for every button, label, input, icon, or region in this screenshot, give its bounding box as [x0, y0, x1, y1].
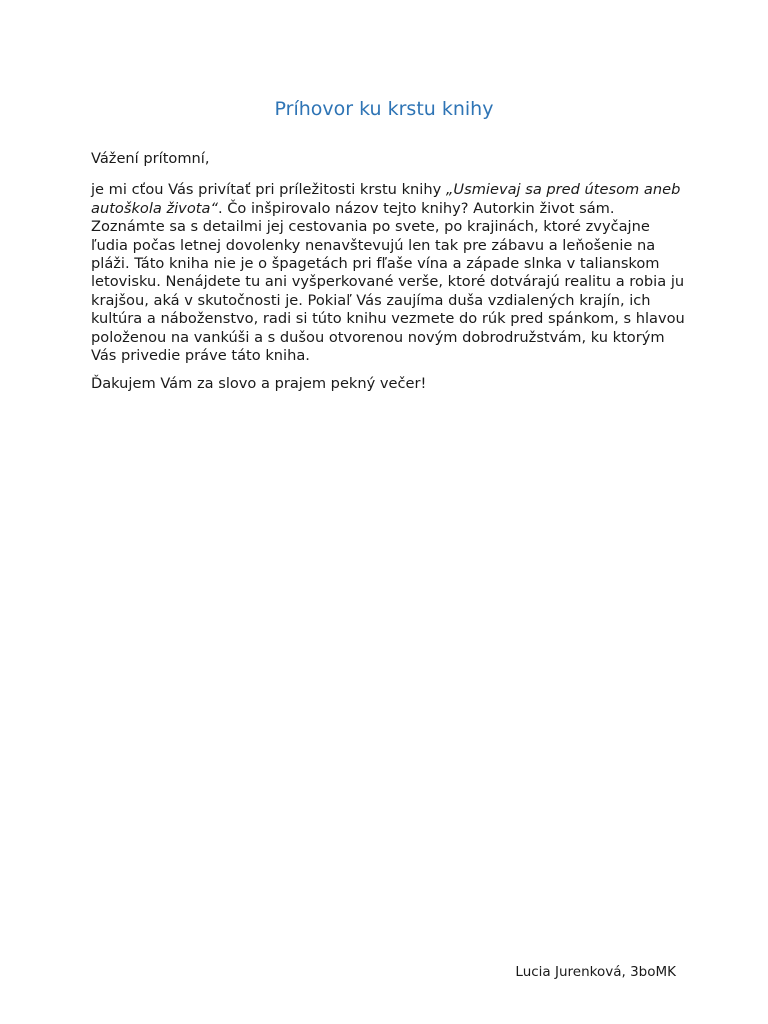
paragraph-intro: je mi cťou Vás privítať pri príležitosti krstu knihy [91, 181, 446, 199]
paragraph-rest: . Čo inšpirovalo názov tejto knihy? Autorkin život sám. Zoznámte sa s detailmi jej cestovania po svete, po krajinách, ktoré zvyčajne ľudia počas letnej dovolenky nenavštevujú len tak pre zábavu a leňošenie na pláži. Táto kniha nie je o špagetách pri fľaše vína a západe slnka v talianskom letovisku. Nenájdete tu ani vyšperkované verše, ktoré dotvárajú realitu a robia ju krajšou, aká v skutočnosti je. Pokiaľ Vás zaujíma duša vzdialených krajín, ich kultúra a náboženstvo, radi si túto knihu vezmete do rúk pred spánkom, s hlavou položenou na vankúši a s dušou otvorenou novým dobrodružstvám, ku ktorým Vás privedie práve táto kniha. [91, 199, 685, 365]
document-body [91, 150, 691, 404]
document-title: Príhovor ku krstu knihy [274, 98, 494, 120]
greeting-paragraph: Vážení prítomní, [91, 150, 210, 167]
signature: Lucia Jurenková, 3boMK [515, 964, 676, 980]
book-title: „Usmievaj sa pred útesom aneb autoškola života“ [91, 181, 681, 217]
closing-paragraph: Ďakujem Vám za slovo a prajem pekný večer! [91, 375, 427, 393]
main-paragraph [91, 181, 691, 365]
